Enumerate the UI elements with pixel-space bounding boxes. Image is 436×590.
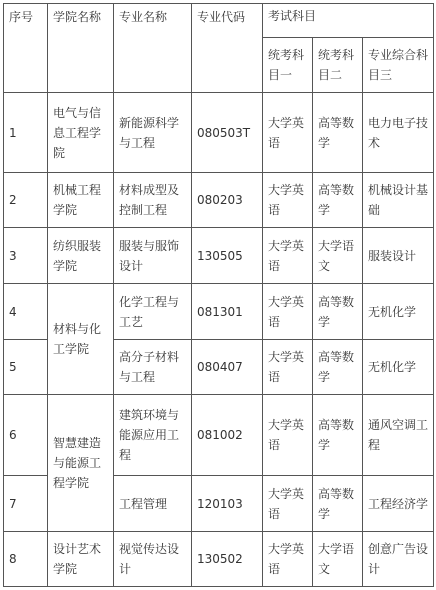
code-cell: 130505 (192, 228, 263, 284)
major-cell: 新能源科学与工程 (114, 93, 192, 173)
subject-2-cell: 大学语文 (313, 532, 363, 587)
subject-3-cell: 工程经济学 (363, 476, 434, 532)
subject-2-cell: 高等数学 (313, 476, 363, 532)
seq-cell: 6 (4, 395, 48, 476)
header-subject-1: 统考科目一 (263, 38, 313, 93)
subject-1-cell: 大学英语 (263, 284, 313, 340)
header-subject-2: 统考科目二 (313, 38, 363, 93)
table-row (4, 284, 434, 340)
header-row (4, 4, 434, 38)
subject-1-cell: 大学英语 (263, 532, 313, 587)
header-college: 学院名称 (48, 4, 114, 93)
subject-3-cell: 通风空调工程 (363, 395, 434, 476)
subject-2-cell: 大学语文 (313, 228, 363, 284)
subject-2-cell: 高等数学 (313, 93, 363, 173)
subject-1-cell: 大学英语 (263, 228, 313, 284)
major-cell: 化学工程与工艺 (114, 284, 192, 340)
college-cell: 纺织服装学院 (48, 228, 114, 284)
table-row (4, 228, 434, 284)
seq-cell: 4 (4, 284, 48, 340)
header-exam-subjects: 考试科目 (263, 4, 434, 38)
subject-3-cell: 创意广告设计 (363, 532, 434, 587)
subject-2-cell: 高等数学 (313, 340, 363, 395)
subject-3-cell: 服装设计 (363, 228, 434, 284)
header-subject-3: 专业综合科目三 (363, 38, 434, 93)
major-cell: 服装与服饰设计 (114, 228, 192, 284)
major-cell: 视觉传达设计 (114, 532, 192, 587)
table-row (4, 173, 434, 228)
college-cell: 材料与化工学院 (48, 284, 114, 395)
major-cell: 工程管理 (114, 476, 192, 532)
subject-2-cell: 高等数学 (313, 284, 363, 340)
college-cell: 电气与信息工程学院 (48, 93, 114, 173)
major-cell: 高分子材料与工程 (114, 340, 192, 395)
admission-subjects-table (3, 3, 434, 587)
code-cell: 080203 (192, 173, 263, 228)
code-cell: 130502 (192, 532, 263, 587)
subject-3-cell: 机械设计基础 (363, 173, 434, 228)
college-cell: 智慧建造与能源工程学院 (48, 395, 114, 532)
seq-cell: 1 (4, 93, 48, 173)
code-cell: 081002 (192, 395, 263, 476)
subject-1-cell: 大学英语 (263, 476, 313, 532)
subject-2-cell: 高等数学 (313, 173, 363, 228)
major-cell: 建筑环境与能源应用工程 (114, 395, 192, 476)
subject-1-cell: 大学英语 (263, 93, 313, 173)
header-major: 专业名称 (114, 4, 192, 93)
seq-cell: 2 (4, 173, 48, 228)
subject-1-cell: 大学英语 (263, 395, 313, 476)
table-row (4, 93, 434, 173)
college-cell: 机械工程学院 (48, 173, 114, 228)
header-code: 专业代码 (192, 4, 263, 93)
subject-2-cell: 高等数学 (313, 395, 363, 476)
code-cell: 080407 (192, 340, 263, 395)
table-row (4, 395, 434, 476)
header-seq: 序号 (4, 4, 48, 93)
college-cell: 设计艺术学院 (48, 532, 114, 587)
code-cell: 080503T (192, 93, 263, 173)
subject-3-cell: 无机化学 (363, 284, 434, 340)
table-row (4, 532, 434, 587)
subject-1-cell: 大学英语 (263, 340, 313, 395)
subject-1-cell: 大学英语 (263, 173, 313, 228)
major-cell: 材料成型及控制工程 (114, 173, 192, 228)
subject-3-cell: 电力电子技术 (363, 93, 434, 173)
code-cell: 081301 (192, 284, 263, 340)
seq-cell: 5 (4, 340, 48, 395)
code-cell: 120103 (192, 476, 263, 532)
seq-cell: 8 (4, 532, 48, 587)
subject-3-cell: 无机化学 (363, 340, 434, 395)
seq-cell: 7 (4, 476, 48, 532)
seq-cell: 3 (4, 228, 48, 284)
